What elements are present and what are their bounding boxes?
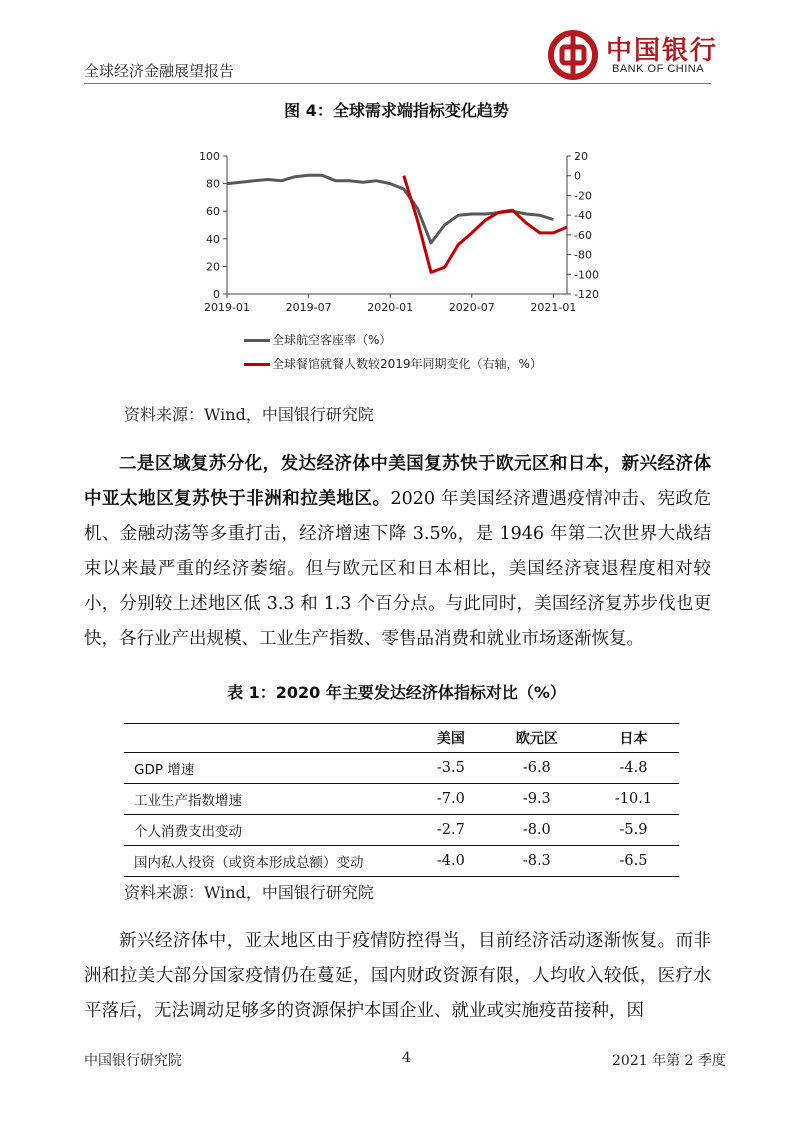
table-row bbox=[124, 815, 679, 846]
row-label: GDP 增速 bbox=[124, 753, 416, 784]
economy-comparison-table bbox=[124, 723, 679, 877]
cell-euro: -9.3 bbox=[486, 784, 588, 815]
cell-euro: -8.0 bbox=[486, 815, 588, 846]
paragraph-region-recovery bbox=[84, 447, 711, 657]
cell-euro: -8.3 bbox=[486, 846, 588, 877]
figure-source: 资料来源：Wind，中国银行研究院 bbox=[124, 405, 374, 424]
bank-of-china-emblem-icon bbox=[548, 30, 598, 80]
right-axis-tick-label: -60 bbox=[574, 228, 592, 242]
x-axis-tick-label: 2021-01 bbox=[530, 301, 577, 314]
left-axis-tick-label: 40 bbox=[206, 232, 220, 246]
report-title: 全球经济金融展望报告 bbox=[84, 62, 235, 80]
table-header-euro: 欧元区 bbox=[486, 724, 588, 753]
x-axis-tick-label: 2019-01 bbox=[204, 301, 250, 314]
cell-japan: -10.1 bbox=[588, 784, 679, 815]
right-axis-tick-label: 20 bbox=[574, 150, 588, 163]
right-axis-tick-label: -20 bbox=[574, 189, 592, 203]
header-divider bbox=[84, 83, 711, 84]
x-axis-tick-label: 2020-07 bbox=[448, 301, 495, 314]
legend-label-restaurant: 全球餐馆就餐人数较2019年同期变化（右轴，%） bbox=[272, 357, 542, 371]
paragraph-lead: 二是区域复苏分化，发达经济体中美国复苏快于欧元区和日本，新兴经济体中亚太地区复苏快于非洲和拉美地区。 bbox=[84, 454, 711, 509]
logo-english-name: BANK OF CHINA bbox=[612, 63, 705, 75]
figure-title: 图 4：全球需求端指标变化趋势 bbox=[284, 101, 509, 120]
table-row bbox=[124, 753, 679, 784]
right-axis-tick-label: -120 bbox=[574, 288, 599, 301]
table-row bbox=[124, 846, 679, 877]
legend-label-airline: 全球航空客座率（%） bbox=[272, 333, 392, 347]
row-label: 个人消费支出变动 bbox=[124, 815, 416, 846]
left-axis-tick-label: 20 bbox=[206, 260, 220, 274]
footer-org: 中国银行研究院 bbox=[84, 1053, 182, 1069]
cell-us: -2.7 bbox=[416, 815, 486, 846]
cell-japan: -5.9 bbox=[588, 815, 679, 846]
airline-load-factor-line bbox=[227, 175, 553, 243]
cell-us: -7.0 bbox=[416, 784, 486, 815]
right-axis-tick-label: -80 bbox=[574, 248, 592, 262]
table-header-blank bbox=[124, 724, 416, 753]
cell-us: -3.5 bbox=[416, 753, 486, 784]
paragraph-emerging-economies bbox=[84, 924, 711, 1029]
legend-swatch-red bbox=[244, 363, 270, 366]
legend-item-restaurant bbox=[244, 355, 542, 372]
cell-japan: -6.5 bbox=[588, 846, 679, 877]
paragraph-body: 新兴经济体中，亚太地区由于疫情防控得当，目前经济活动逐渐恢复。而非洲和拉美大部分国家疫情仍在蔓延，国内财政资源有限，人均收入较低，医疗水平落后，无法调动足够多的资源保护本国企业、就业或实施疫苗接种，因 bbox=[84, 931, 711, 1021]
cell-us: -4.0 bbox=[416, 846, 486, 877]
left-axis-tick-label: 80 bbox=[206, 177, 220, 191]
paragraph-body: 2020 年美国经济遭遇疫情冲击、宪政危机、金融动荡等多重打击，经济增速下降 3.5%，是 1946 年第二次世界大战结束以来最严重的经济萎缩。但与欧元区和日本相比，美国经济衰退程度相对较小，分别较上述地区低 3.3 和 1.3 个百分点。与此同时，美国经济复苏步伐也更快，各行业产出规模、工业生产指数、零售品消费和就业市场逐渐恢复。 bbox=[84, 489, 711, 649]
table-source: 资料来源：Wind，中国银行研究院 bbox=[124, 883, 374, 902]
footer-page-number: 4 bbox=[402, 1050, 411, 1066]
legend-item-airline bbox=[244, 331, 391, 348]
row-label: 工业生产指数增速 bbox=[124, 784, 416, 815]
table-title: 表 1：2020 年主要发达经济体指标对比（%） bbox=[227, 683, 566, 702]
right-axis-tick-label: -40 bbox=[574, 209, 592, 223]
table-header-japan: 日本 bbox=[588, 724, 679, 753]
table-row bbox=[124, 784, 679, 815]
cell-euro: -6.8 bbox=[486, 753, 588, 784]
restaurant-diners-line bbox=[404, 176, 567, 273]
left-axis-tick-label: 0 bbox=[213, 288, 220, 301]
right-axis-tick-label: 0 bbox=[574, 169, 581, 183]
x-axis-tick-label: 2020-01 bbox=[367, 301, 414, 314]
x-axis-tick-label: 2019-07 bbox=[285, 301, 332, 314]
logo-chinese-name: 中国银行 bbox=[606, 36, 719, 66]
left-axis-tick-label: 60 bbox=[206, 205, 220, 219]
row-label: 国内私人投资（或资本形成总额）变动 bbox=[124, 846, 416, 877]
table-header-us: 美国 bbox=[416, 724, 486, 753]
cell-japan: -4.8 bbox=[588, 753, 679, 784]
footer-period: 2021 年第 2 季度 bbox=[612, 1053, 726, 1069]
bank-of-china-logo bbox=[548, 30, 718, 80]
legend-swatch-gray bbox=[244, 339, 270, 342]
right-axis-tick-label: -100 bbox=[574, 268, 599, 282]
left-axis-tick-label: 100 bbox=[199, 150, 220, 163]
